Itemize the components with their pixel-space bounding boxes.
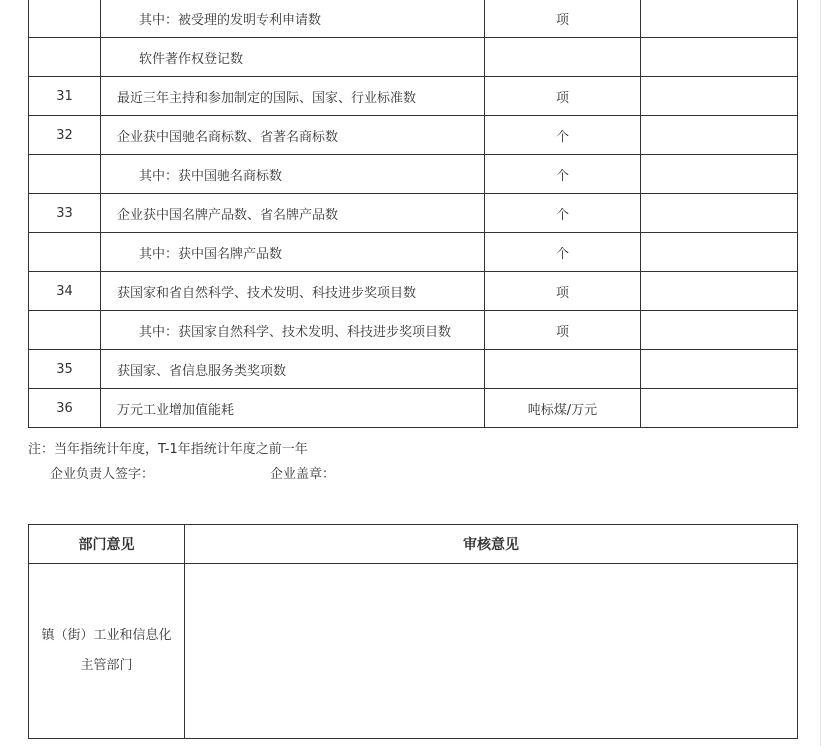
row-number: 31 [29, 77, 101, 116]
row-value-cell[interactable] [641, 350, 798, 389]
row-number [29, 155, 101, 194]
row-number: 34 [29, 272, 101, 311]
table-row [29, 272, 798, 311]
row-item: 获国家和省自然科学、技术发明、科技进步奖项目数 [101, 272, 485, 311]
row-item: 万元工业增加值能耗 [101, 389, 485, 428]
row-number [29, 38, 101, 77]
row-value-cell[interactable] [641, 155, 798, 194]
review-body-row [29, 564, 798, 739]
dept-name-line2: 主管部门 [80, 658, 133, 673]
table-note: 注：当年指统计年度，T-1年指统计年度之前一年 [28, 442, 308, 457]
review-header-row [29, 525, 798, 564]
review-opinion-header: 审核意见 [185, 525, 798, 564]
table-row [29, 116, 798, 155]
table-row [29, 0, 798, 38]
row-value-cell[interactable] [641, 272, 798, 311]
table-row [29, 38, 798, 77]
dept-opinion-header: 部门意见 [29, 525, 185, 564]
table-row [29, 155, 798, 194]
dept-cell [29, 564, 185, 739]
row-item: 其中：获中国名牌产品数 [101, 233, 485, 272]
row-item: 其中：获国家自然科学、技术发明、科技进步奖项目数 [101, 311, 485, 350]
row-item: 企业获中国驰名商标数、省著名商标数 [101, 116, 485, 155]
row-number: 33 [29, 194, 101, 233]
row-number [29, 0, 101, 38]
table-row [29, 77, 798, 116]
row-item: 获国家、省信息服务类奖项数 [101, 350, 485, 389]
row-value-cell[interactable] [641, 389, 798, 428]
row-value-cell[interactable] [641, 194, 798, 233]
row-unit: 项 [485, 272, 641, 311]
row-unit [485, 350, 641, 389]
row-number: 32 [29, 116, 101, 155]
row-item: 其中：获中国驰名商标数 [101, 155, 485, 194]
review-opinion-cell[interactable] [185, 564, 798, 739]
row-unit: 个 [485, 155, 641, 194]
row-number: 35 [29, 350, 101, 389]
row-unit: 个 [485, 116, 641, 155]
row-value-cell[interactable] [641, 38, 798, 77]
row-unit [485, 38, 641, 77]
row-value-cell[interactable] [641, 0, 798, 38]
row-number [29, 311, 101, 350]
leader-signature-label: 企业负责人签字： [50, 467, 155, 482]
table-row [29, 350, 798, 389]
table-row [29, 233, 798, 272]
row-unit: 个 [485, 233, 641, 272]
row-value-cell[interactable] [641, 233, 798, 272]
row-value-cell[interactable] [641, 311, 798, 350]
row-item: 软件著作权登记数 [101, 38, 485, 77]
row-number [29, 233, 101, 272]
table-row [29, 194, 798, 233]
row-value-cell[interactable] [641, 77, 798, 116]
company-seal-label: 企业盖章： [270, 467, 336, 482]
indicator-table [28, 0, 798, 428]
row-number: 36 [29, 389, 101, 428]
page-edge-line [820, 0, 821, 746]
row-unit: 项 [485, 311, 641, 350]
row-item: 其中：被受理的发明专利申请数 [101, 0, 485, 38]
row-unit: 个 [485, 194, 641, 233]
indicator-table-body [29, 0, 798, 428]
row-item: 企业获中国名牌产品数、省名牌产品数 [101, 194, 485, 233]
review-table [28, 524, 798, 739]
table-row [29, 311, 798, 350]
row-value-cell[interactable] [641, 116, 798, 155]
row-item: 最近三年主持和参加制定的国际、国家、行业标准数 [101, 77, 485, 116]
dept-name-line1: 镇（街）工业和信息化 [41, 628, 172, 643]
row-unit: 项 [485, 77, 641, 116]
row-unit: 吨标煤/万元 [485, 389, 641, 428]
row-unit: 项 [485, 0, 641, 38]
table-row [29, 389, 798, 428]
